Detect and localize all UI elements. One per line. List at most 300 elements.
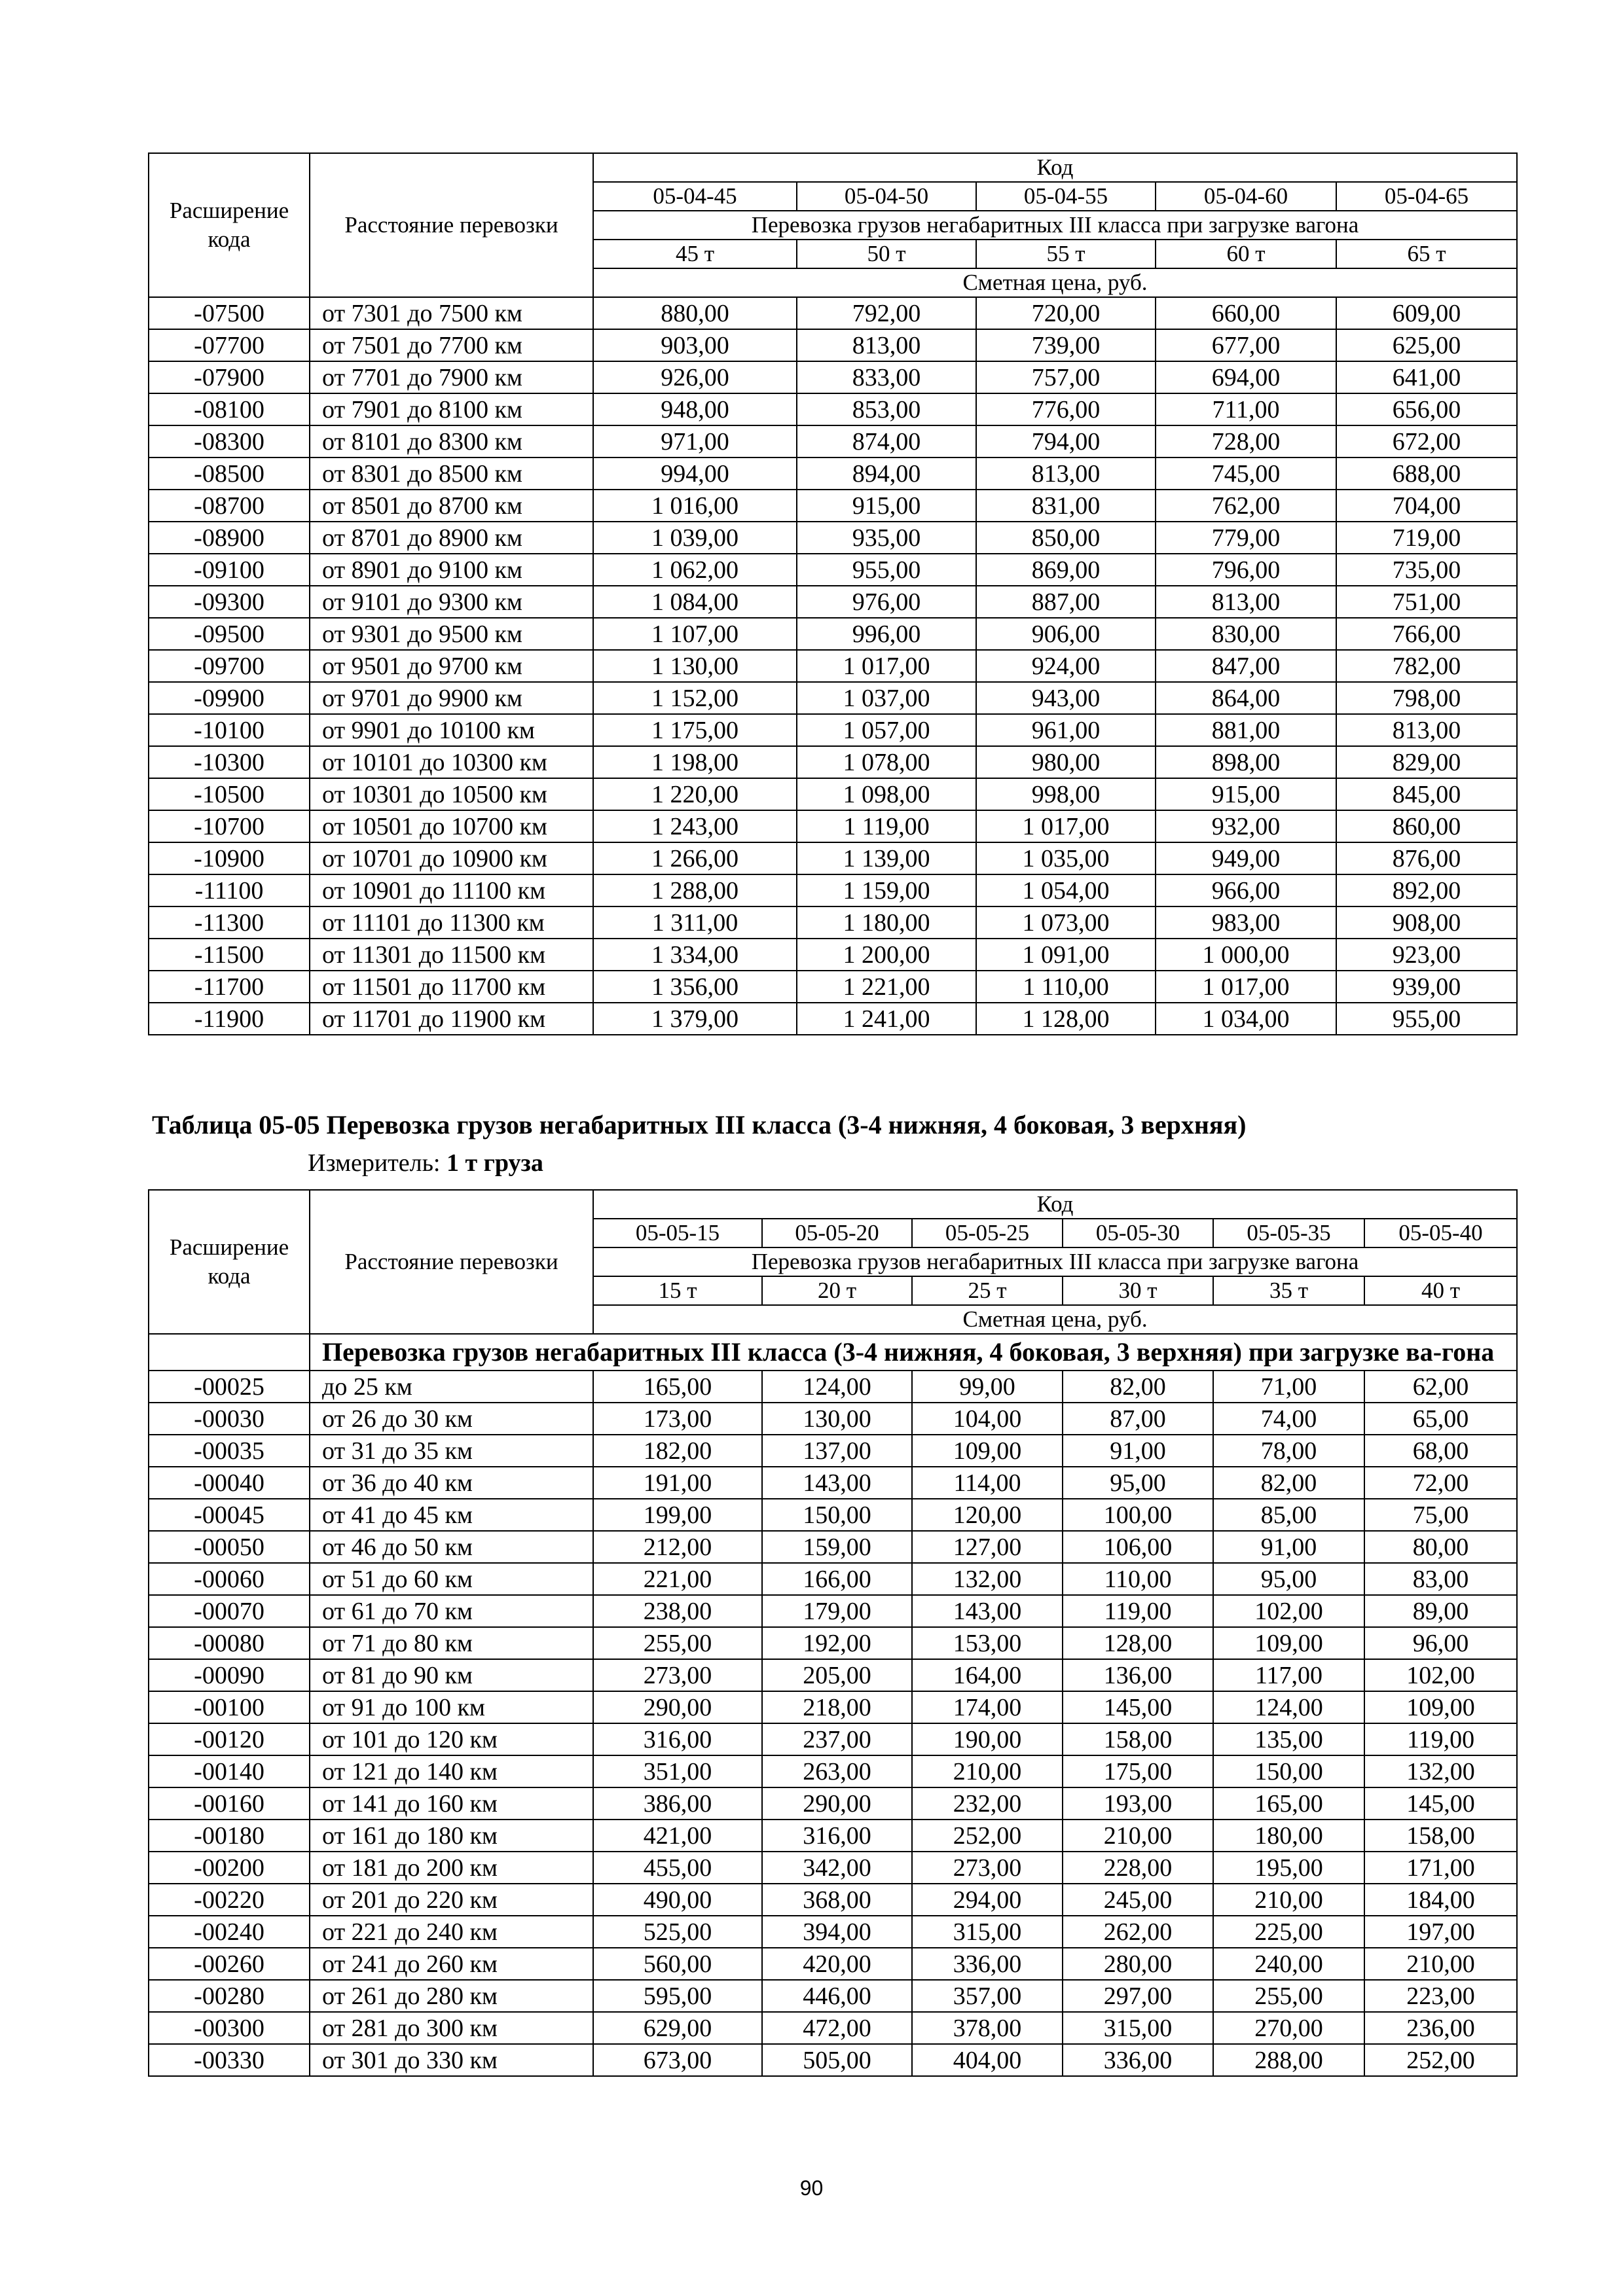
- price-cell: 192,00: [762, 1627, 912, 1659]
- price-cell: 1 128,00: [976, 1003, 1156, 1035]
- price-cell: 949,00: [1156, 842, 1336, 874]
- table-row: [149, 778, 1517, 810]
- price-cell: 197,00: [1364, 1916, 1517, 1948]
- price-cell: 1 152,00: [593, 682, 797, 714]
- price-cell: 915,00: [797, 490, 976, 522]
- price-cell: 106,00: [1063, 1531, 1213, 1563]
- price-cell: 762,00: [1156, 490, 1336, 522]
- code-cell: 05-04-50: [797, 182, 976, 211]
- price-cell: 158,00: [1364, 1820, 1517, 1852]
- distance-cell: от 8101 до 8300 км: [310, 425, 593, 457]
- code-cell: 05-04-65: [1336, 182, 1517, 211]
- price-cell: 294,00: [912, 1884, 1063, 1916]
- price-cell: 166,00: [762, 1563, 912, 1595]
- extension-code-cell: -00050: [149, 1531, 310, 1563]
- extension-code-cell: -00160: [149, 1787, 310, 1820]
- extension-code-cell: -10500: [149, 778, 310, 810]
- table-row: [149, 939, 1517, 971]
- distance-cell: от 10901 до 11100 км: [310, 874, 593, 906]
- distance-cell: от 81 до 90 км: [310, 1659, 593, 1691]
- extension-code-header: Расширение кода: [149, 1190, 310, 1334]
- distance-cell: от 8901 до 9100 км: [310, 554, 593, 586]
- table-row: [149, 586, 1517, 618]
- price-cell: 860,00: [1336, 810, 1517, 842]
- price-cell: 813,00: [1336, 714, 1517, 746]
- price-cell: 1 000,00: [1156, 939, 1336, 971]
- price-cell: 102,00: [1213, 1595, 1364, 1627]
- price-cell: 757,00: [976, 361, 1156, 393]
- price-cell: 270,00: [1213, 2012, 1364, 2044]
- extension-code-cell: -00030: [149, 1403, 310, 1435]
- price-cell: 672,00: [1336, 425, 1517, 457]
- price-cell: 74,00: [1213, 1403, 1364, 1435]
- measure-label: Измеритель:: [308, 1149, 441, 1177]
- distance-cell: от 7901 до 8100 км: [310, 393, 593, 425]
- price-cell: 99,00: [912, 1371, 1063, 1403]
- price-cell: 455,00: [593, 1852, 762, 1884]
- price-cell: 853,00: [797, 393, 976, 425]
- table-row: [149, 393, 1517, 425]
- table-row: [149, 457, 1517, 490]
- distance-cell: от 181 до 200 км: [310, 1852, 593, 1884]
- table-row: [149, 1691, 1517, 1723]
- price-cell: 109,00: [1213, 1627, 1364, 1659]
- extension-code-cell: -08900: [149, 522, 310, 554]
- distance-cell: от 11301 до 11500 км: [310, 939, 593, 971]
- extension-code-cell: -08300: [149, 425, 310, 457]
- extension-code-cell: -11500: [149, 939, 310, 971]
- price-cell: 180,00: [1213, 1820, 1364, 1852]
- price-cell: 252,00: [1364, 2044, 1517, 2076]
- price-cell: 100,00: [1063, 1499, 1213, 1531]
- load-cell: 40 т: [1364, 1276, 1517, 1305]
- price-cell: 193,00: [1063, 1787, 1213, 1820]
- price-cell: 915,00: [1156, 778, 1336, 810]
- price-cell: 1 037,00: [797, 682, 976, 714]
- page-number: 90: [799, 2176, 824, 2200]
- price-cell: 976,00: [797, 586, 976, 618]
- table-row: [149, 522, 1517, 554]
- price-cell: 165,00: [1213, 1787, 1364, 1820]
- extension-code-cell: -00300: [149, 2012, 310, 2044]
- price-cell: 273,00: [912, 1852, 1063, 1884]
- distance-cell: от 7701 до 7900 км: [310, 361, 593, 393]
- price-cell: 117,00: [1213, 1659, 1364, 1691]
- price-cell: 948,00: [593, 393, 797, 425]
- distance-cell: от 281 до 300 км: [310, 2012, 593, 2044]
- distance-cell: от 201 до 220 км: [310, 1884, 593, 1916]
- distance-cell: от 7301 до 7500 км: [310, 297, 593, 329]
- price-cell: 1 017,00: [797, 650, 976, 682]
- table-row: [149, 1403, 1517, 1435]
- code-cell: 05-04-60: [1156, 182, 1336, 211]
- price-cell: 1 221,00: [797, 971, 976, 1003]
- table-row: [149, 1499, 1517, 1531]
- price-cell: 232,00: [912, 1787, 1063, 1820]
- table-row: [149, 971, 1517, 1003]
- price-cell: 212,00: [593, 1531, 762, 1563]
- table-row: [149, 1467, 1517, 1499]
- distance-cell: от 31 до 35 км: [310, 1435, 593, 1467]
- extension-code-cell: -11700: [149, 971, 310, 1003]
- price-cell: 316,00: [762, 1820, 912, 1852]
- price-cell: 130,00: [762, 1403, 912, 1435]
- price-cell: 128,00: [1063, 1627, 1213, 1659]
- extension-code-cell: -08500: [149, 457, 310, 490]
- code-header: Код: [593, 153, 1517, 182]
- price-cell: 813,00: [976, 457, 1156, 490]
- price-cell: 1 017,00: [976, 810, 1156, 842]
- distance-cell: от 26 до 30 км: [310, 1403, 593, 1435]
- price-cell: 1 220,00: [593, 778, 797, 810]
- price-cell: 223,00: [1364, 1980, 1517, 2012]
- price-cell: 898,00: [1156, 746, 1336, 778]
- load-cell: 25 т: [912, 1276, 1063, 1305]
- load-cell: 30 т: [1063, 1276, 1213, 1305]
- extension-code-cell: -09300: [149, 586, 310, 618]
- price-cell: 109,00: [912, 1435, 1063, 1467]
- price-cell: 357,00: [912, 1980, 1063, 2012]
- extension-code-cell: -07900: [149, 361, 310, 393]
- price-cell: 290,00: [593, 1691, 762, 1723]
- extension-code-cell: -11100: [149, 874, 310, 906]
- price-cell: 119,00: [1063, 1595, 1213, 1627]
- distance-cell: от 10501 до 10700 км: [310, 810, 593, 842]
- table-row: [149, 1916, 1517, 1948]
- price-cell: 199,00: [593, 1499, 762, 1531]
- price-cell: 656,00: [1336, 393, 1517, 425]
- price-cell: 119,00: [1364, 1723, 1517, 1755]
- table-row: [149, 1627, 1517, 1659]
- extension-code-cell: -00120: [149, 1723, 310, 1755]
- price-cell: 1 241,00: [797, 1003, 976, 1035]
- price-cell: 1 243,00: [593, 810, 797, 842]
- load-cell: 65 т: [1336, 240, 1517, 268]
- distance-cell: от 121 до 140 км: [310, 1755, 593, 1787]
- price-cell: 641,00: [1336, 361, 1517, 393]
- price-cell: 796,00: [1156, 554, 1336, 586]
- distance-cell: от 261 до 280 км: [310, 1980, 593, 2012]
- distance-cell: до 25 км: [310, 1371, 593, 1403]
- price-cell: 174,00: [912, 1691, 1063, 1723]
- price-cell: 210,00: [912, 1755, 1063, 1787]
- extension-code-cell: -00220: [149, 1884, 310, 1916]
- price-cell: 190,00: [912, 1723, 1063, 1755]
- price-cell: 280,00: [1063, 1948, 1213, 1980]
- price-cell: 225,00: [1213, 1916, 1364, 1948]
- load-cell: 35 т: [1213, 1276, 1364, 1305]
- price-cell: 660,00: [1156, 297, 1336, 329]
- extension-code-cell: -00260: [149, 1948, 310, 1980]
- price-cell: 153,00: [912, 1627, 1063, 1659]
- distance-cell: от 221 до 240 км: [310, 1916, 593, 1948]
- extension-code-cell: -00330: [149, 2044, 310, 2076]
- price-cell: 955,00: [1336, 1003, 1517, 1035]
- table-05-05: [148, 1189, 1518, 2077]
- price-cell: 943,00: [976, 682, 1156, 714]
- price-cell: 892,00: [1336, 874, 1517, 906]
- distance-cell: от 91 до 100 км: [310, 1691, 593, 1723]
- table-05-04: [148, 152, 1518, 1035]
- price-cell: 766,00: [1336, 618, 1517, 650]
- price-cell: 96,00: [1364, 1627, 1517, 1659]
- price-cell: 191,00: [593, 1467, 762, 1499]
- price-cell: 864,00: [1156, 682, 1336, 714]
- price-cell: 1 356,00: [593, 971, 797, 1003]
- table-row: [149, 2012, 1517, 2044]
- table-body: [149, 297, 1517, 1035]
- table-row: [149, 714, 1517, 746]
- price-cell: 173,00: [593, 1403, 762, 1435]
- price-cell: 720,00: [976, 297, 1156, 329]
- extension-code-cell: -00035: [149, 1435, 310, 1467]
- price-cell: 472,00: [762, 2012, 912, 2044]
- price-cell: 847,00: [1156, 650, 1336, 682]
- price-cell: 1 139,00: [797, 842, 976, 874]
- price-header: Сметная цена, руб.: [593, 268, 1517, 297]
- extension-code-cell: -00180: [149, 1820, 310, 1852]
- price-cell: 342,00: [762, 1852, 912, 1884]
- price-cell: 1 073,00: [976, 906, 1156, 939]
- price-cell: 625,00: [1336, 329, 1517, 361]
- extension-code-cell: -00090: [149, 1659, 310, 1691]
- price-cell: 1 057,00: [797, 714, 976, 746]
- price-cell: 316,00: [593, 1723, 762, 1755]
- price-cell: 1 062,00: [593, 554, 797, 586]
- distance-cell: от 241 до 260 км: [310, 1948, 593, 1980]
- price-cell: 114,00: [912, 1467, 1063, 1499]
- price-cell: 210,00: [1364, 1948, 1517, 1980]
- price-cell: 165,00: [593, 1371, 762, 1403]
- price-cell: 336,00: [912, 1948, 1063, 1980]
- price-cell: 694,00: [1156, 361, 1336, 393]
- load-header: Перевозка грузов негабаритных III класса при загрузке вагона: [593, 211, 1517, 240]
- price-cell: 159,00: [762, 1531, 912, 1563]
- price-cell: 255,00: [593, 1627, 762, 1659]
- price-cell: 745,00: [1156, 457, 1336, 490]
- extension-code-cell: -09500: [149, 618, 310, 650]
- table-row: [149, 1820, 1517, 1852]
- table-row: [149, 1659, 1517, 1691]
- extension-code-header: Расширение кода: [149, 153, 310, 297]
- price-cell: 205,00: [762, 1659, 912, 1691]
- price-cell: 102,00: [1364, 1659, 1517, 1691]
- price-cell: 1 110,00: [976, 971, 1156, 1003]
- price-cell: 629,00: [593, 2012, 762, 2044]
- table-row: [149, 810, 1517, 842]
- distance-cell: от 11501 до 11700 км: [310, 971, 593, 1003]
- price-cell: 831,00: [976, 490, 1156, 522]
- price-cell: 89,00: [1364, 1595, 1517, 1627]
- distance-cell: от 9501 до 9700 км: [310, 650, 593, 682]
- table-row: [149, 650, 1517, 682]
- price-cell: 813,00: [797, 329, 976, 361]
- table-row: [149, 297, 1517, 329]
- price-cell: 1 266,00: [593, 842, 797, 874]
- table-header: [149, 1190, 1517, 1371]
- price-cell: 966,00: [1156, 874, 1336, 906]
- price-cell: 1 200,00: [797, 939, 976, 971]
- distance-cell: от 9901 до 10100 км: [310, 714, 593, 746]
- price-cell: 237,00: [762, 1723, 912, 1755]
- price-cell: 124,00: [762, 1371, 912, 1403]
- price-cell: 110,00: [1063, 1563, 1213, 1595]
- table-row: [149, 425, 1517, 457]
- price-cell: 85,00: [1213, 1499, 1364, 1531]
- table-row: [149, 682, 1517, 714]
- price-cell: 145,00: [1364, 1787, 1517, 1820]
- extension-code-cell: -10300: [149, 746, 310, 778]
- price-cell: 998,00: [976, 778, 1156, 810]
- extension-code-cell: -00025: [149, 1371, 310, 1403]
- distance-cell: от 71 до 80 км: [310, 1627, 593, 1659]
- price-cell: 171,00: [1364, 1852, 1517, 1884]
- price-cell: 874,00: [797, 425, 976, 457]
- price-cell: 983,00: [1156, 906, 1336, 939]
- distance-cell: от 161 до 180 км: [310, 1820, 593, 1852]
- price-cell: 221,00: [593, 1563, 762, 1595]
- price-cell: 135,00: [1213, 1723, 1364, 1755]
- extension-code-cell: -09100: [149, 554, 310, 586]
- price-cell: 923,00: [1336, 939, 1517, 971]
- price-header: Сметная цена, руб.: [593, 1305, 1517, 1334]
- price-cell: 876,00: [1336, 842, 1517, 874]
- price-cell: 75,00: [1364, 1499, 1517, 1531]
- price-cell: 1 180,00: [797, 906, 976, 939]
- price-cell: 368,00: [762, 1884, 912, 1916]
- price-cell: 218,00: [762, 1691, 912, 1723]
- extension-code-cell: -10100: [149, 714, 310, 746]
- price-cell: 939,00: [1336, 971, 1517, 1003]
- distance-cell: от 9301 до 9500 км: [310, 618, 593, 650]
- price-cell: 903,00: [593, 329, 797, 361]
- extension-code-cell: -07500: [149, 297, 310, 329]
- price-cell: 1 054,00: [976, 874, 1156, 906]
- price-cell: 351,00: [593, 1755, 762, 1787]
- price-cell: 210,00: [1213, 1884, 1364, 1916]
- code-cell: 05-05-30: [1063, 1219, 1213, 1247]
- table-row: [149, 1948, 1517, 1980]
- distance-cell: от 9701 до 9900 км: [310, 682, 593, 714]
- price-cell: 82,00: [1213, 1467, 1364, 1499]
- load-cell: 45 т: [593, 240, 797, 268]
- price-cell: 83,00: [1364, 1563, 1517, 1595]
- table-row: [149, 842, 1517, 874]
- load-header: Перевозка грузов негабаритных III класса при загрузке вагона: [593, 1247, 1517, 1276]
- price-cell: 926,00: [593, 361, 797, 393]
- code-cell: 05-05-15: [593, 1219, 762, 1247]
- price-cell: 378,00: [912, 2012, 1063, 2044]
- code-cell: 05-05-20: [762, 1219, 912, 1247]
- table-row: [149, 1787, 1517, 1820]
- table-row: [149, 2044, 1517, 2076]
- price-cell: 595,00: [593, 1980, 762, 2012]
- price-cell: 794,00: [976, 425, 1156, 457]
- distance-cell: от 41 до 45 км: [310, 1499, 593, 1531]
- distance-cell: от 7501 до 7700 км: [310, 329, 593, 361]
- code-cell: 05-05-35: [1213, 1219, 1364, 1247]
- table-row: [149, 1531, 1517, 1563]
- price-cell: 255,00: [1213, 1980, 1364, 2012]
- price-cell: 240,00: [1213, 1948, 1364, 1980]
- extension-code-cell: -11900: [149, 1003, 310, 1035]
- distance-cell: от 10701 до 10900 км: [310, 842, 593, 874]
- code-cell: 05-04-55: [976, 182, 1156, 211]
- price-cell: 1 017,00: [1156, 971, 1336, 1003]
- price-cell: 980,00: [976, 746, 1156, 778]
- code-cell: 05-04-45: [593, 182, 797, 211]
- measure-value: 1 т груза: [447, 1149, 543, 1177]
- table-row: [149, 746, 1517, 778]
- price-cell: 833,00: [797, 361, 976, 393]
- price-cell: 136,00: [1063, 1659, 1213, 1691]
- price-cell: 739,00: [976, 329, 1156, 361]
- price-cell: 78,00: [1213, 1435, 1364, 1467]
- price-cell: 776,00: [976, 393, 1156, 425]
- table-row: [149, 1595, 1517, 1627]
- load-cell: 15 т: [593, 1276, 762, 1305]
- section-title: Перевозка грузов негабаритных III класса (3-4 нижняя, 4 боковая, 3 верхняя) при загрузке ва-гона: [310, 1334, 1517, 1371]
- price-cell: 263,00: [762, 1755, 912, 1787]
- price-cell: 704,00: [1336, 490, 1517, 522]
- price-cell: 71,00: [1213, 1371, 1364, 1403]
- distance-cell: от 8301 до 8500 км: [310, 457, 593, 490]
- distance-cell: от 10301 до 10500 км: [310, 778, 593, 810]
- price-cell: 252,00: [912, 1820, 1063, 1852]
- price-cell: 143,00: [762, 1467, 912, 1499]
- extension-code-cell: -00070: [149, 1595, 310, 1627]
- table-body: [149, 1371, 1517, 2076]
- load-cell: 50 т: [797, 240, 976, 268]
- table-row: [149, 1852, 1517, 1884]
- price-cell: 315,00: [912, 1916, 1063, 1948]
- price-cell: 262,00: [1063, 1916, 1213, 1948]
- price-cell: 1 034,00: [1156, 1003, 1336, 1035]
- price-cell: 124,00: [1213, 1691, 1364, 1723]
- price-cell: 1 039,00: [593, 522, 797, 554]
- price-cell: 82,00: [1063, 1371, 1213, 1403]
- price-cell: 1 098,00: [797, 778, 976, 810]
- price-cell: 132,00: [1364, 1755, 1517, 1787]
- extension-code-cell: -00280: [149, 1980, 310, 2012]
- price-cell: 798,00: [1336, 682, 1517, 714]
- price-cell: 404,00: [912, 2044, 1063, 2076]
- price-cell: 880,00: [593, 297, 797, 329]
- price-cell: 164,00: [912, 1659, 1063, 1691]
- distance-cell: от 101 до 120 км: [310, 1723, 593, 1755]
- price-cell: 971,00: [593, 425, 797, 457]
- price-cell: 143,00: [912, 1595, 1063, 1627]
- extension-code-cell: -00140: [149, 1755, 310, 1787]
- load-cell: 55 т: [976, 240, 1156, 268]
- price-cell: 1 159,00: [797, 874, 976, 906]
- price-cell: 236,00: [1364, 2012, 1517, 2044]
- price-cell: 420,00: [762, 1948, 912, 1980]
- table-row: [149, 490, 1517, 522]
- price-cell: 182,00: [593, 1435, 762, 1467]
- price-cell: 782,00: [1336, 650, 1517, 682]
- price-cell: 175,00: [1063, 1755, 1213, 1787]
- price-cell: 677,00: [1156, 329, 1336, 361]
- price-cell: 830,00: [1156, 618, 1336, 650]
- price-cell: 908,00: [1336, 906, 1517, 939]
- extension-code-cell: -00080: [149, 1627, 310, 1659]
- price-cell: 95,00: [1213, 1563, 1364, 1595]
- price-cell: 994,00: [593, 457, 797, 490]
- price-cell: 1 091,00: [976, 939, 1156, 971]
- price-cell: 68,00: [1364, 1435, 1517, 1467]
- price-cell: 490,00: [593, 1884, 762, 1916]
